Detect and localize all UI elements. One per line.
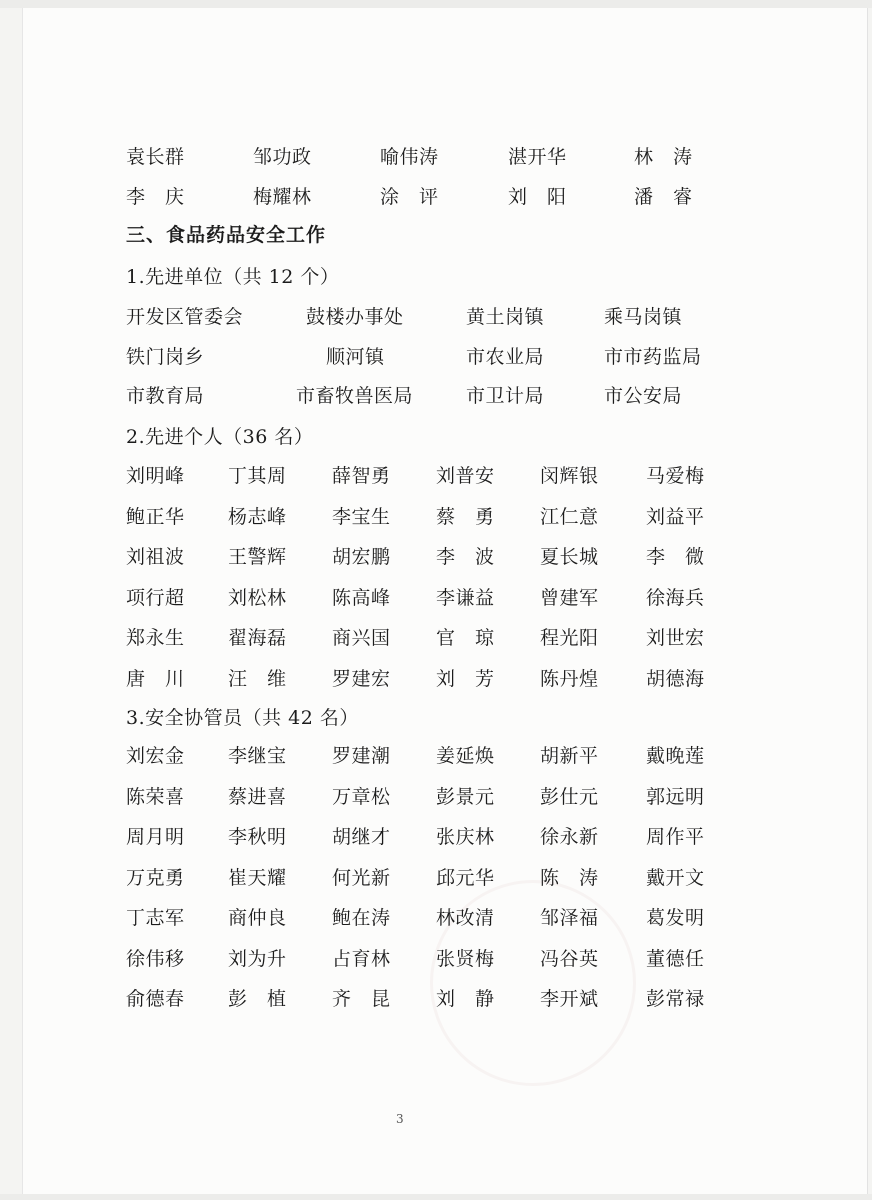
name-cell: 陈丹煌 <box>540 667 599 690</box>
name-cell: 鲍在涛 <box>332 907 391 929</box>
name-cell: 齐 昆 <box>332 988 391 1010</box>
name-cell: 刘明峰 <box>126 465 185 487</box>
name-cell: 王警辉 <box>228 546 287 568</box>
name-cell: 刘普安 <box>436 465 495 487</box>
name-cell: 潘 睿 <box>634 186 693 208</box>
name-cell: 刘为升 <box>228 947 287 970</box>
name-row <box>0 542 872 578</box>
name-cell: 江仁意 <box>540 505 599 528</box>
unit-cell: 乘马岗镇 <box>604 306 683 328</box>
name-cell: 邱元华 <box>436 866 495 889</box>
unit-row <box>0 342 872 378</box>
name-cell: 陈 涛 <box>540 866 599 889</box>
name-cell: 闵辉银 <box>540 465 599 487</box>
name-cell: 刘益平 <box>646 505 705 528</box>
name-cell: 官 琼 <box>436 627 495 649</box>
name-cell: 丁其周 <box>228 465 287 487</box>
name-cell: 刘 阳 <box>508 186 567 208</box>
name-cell: 李 波 <box>436 546 495 568</box>
name-cell: 徐永新 <box>540 826 599 848</box>
name-cell: 刘松林 <box>228 586 287 609</box>
name-cell: 刘祖波 <box>126 546 185 568</box>
unit-row <box>0 302 872 338</box>
name-cell: 曾建军 <box>540 586 599 609</box>
name-row <box>0 782 872 818</box>
name-cell: 万章松 <box>332 785 391 808</box>
name-cell: 彭景元 <box>436 785 495 808</box>
name-cell: 刘 静 <box>436 988 495 1010</box>
name-cell: 唐 川 <box>126 667 185 690</box>
name-cell: 李秋明 <box>228 826 287 848</box>
name-row <box>0 502 872 538</box>
name-cell: 胡德海 <box>646 667 705 690</box>
unit-cell: 市市药监局 <box>604 346 702 368</box>
name-cell: 周月明 <box>126 826 185 848</box>
name-cell: 张贤梅 <box>436 947 495 970</box>
name-cell: 蔡 勇 <box>436 505 495 528</box>
name-cell: 胡宏鹏 <box>332 546 391 568</box>
name-cell: 项行超 <box>126 586 185 609</box>
unit-cell: 市教育局 <box>126 385 205 407</box>
unit-cell: 市农业局 <box>466 346 545 368</box>
name-row <box>0 623 872 659</box>
unit-cell: 开发区管委会 <box>126 306 244 328</box>
unit-cell: 黄土岗镇 <box>466 306 545 328</box>
units-heading: 1.先进单位（共 12 个） <box>126 266 340 288</box>
name-cell: 商仲良 <box>228 907 287 929</box>
name-row <box>0 903 872 939</box>
name-cell: 刘世宏 <box>646 627 705 649</box>
name-cell: 刘 芳 <box>436 667 495 690</box>
name-cell: 董德任 <box>646 947 705 970</box>
name-cell: 郭远明 <box>646 785 705 808</box>
name-cell: 商兴国 <box>332 627 391 649</box>
unit-cell: 顺河镇 <box>326 346 385 368</box>
name-cell: 丁志军 <box>126 907 185 929</box>
name-row <box>0 863 872 899</box>
name-cell: 湛开华 <box>508 146 567 168</box>
name-cell: 夏长城 <box>540 546 599 568</box>
name-cell: 喻伟涛 <box>380 146 439 168</box>
name-cell: 马爱梅 <box>646 465 705 487</box>
name-cell: 徐伟移 <box>126 947 185 970</box>
name-cell: 万克勇 <box>126 866 185 889</box>
name-cell: 罗建宏 <box>332 667 391 690</box>
name-cell: 崔天耀 <box>228 866 287 889</box>
unit-row <box>0 381 872 417</box>
name-cell: 邹功政 <box>253 146 312 168</box>
name-cell: 梅耀林 <box>253 186 312 208</box>
name-row <box>0 944 872 980</box>
unit-cell: 市畜牧兽医局 <box>296 385 414 407</box>
name-cell: 李 微 <box>646 546 705 568</box>
name-cell: 罗建潮 <box>332 745 391 767</box>
name-cell: 陈荣喜 <box>126 785 185 808</box>
name-cell: 袁长群 <box>126 146 185 168</box>
name-cell: 李开斌 <box>540 988 599 1010</box>
name-cell: 彭常禄 <box>646 988 705 1010</box>
name-cell: 林 涛 <box>634 146 693 168</box>
name-cell: 俞德春 <box>126 988 185 1010</box>
name-row <box>0 741 872 777</box>
name-cell: 彭 植 <box>228 988 287 1010</box>
name-row <box>0 664 872 700</box>
unit-cell: 市卫计局 <box>466 385 545 407</box>
name-cell: 冯谷英 <box>540 947 599 970</box>
name-row <box>0 984 872 1020</box>
page-number: 3 <box>396 1112 404 1126</box>
name-cell: 李继宝 <box>228 745 287 767</box>
name-cell: 李谦益 <box>436 586 495 609</box>
name-cell: 郑永生 <box>126 627 185 649</box>
name-cell: 汪 维 <box>228 667 287 690</box>
name-row-top-1 <box>0 142 872 178</box>
name-cell: 李 庆 <box>126 186 185 208</box>
name-cell: 胡新平 <box>540 745 599 767</box>
name-cell: 何光新 <box>332 866 391 889</box>
name-cell: 杨志峰 <box>228 505 287 528</box>
officers-heading: 3.安全协管员（共 42 名） <box>126 707 359 729</box>
name-cell: 姜延焕 <box>436 745 495 767</box>
name-cell: 鲍正华 <box>126 505 185 528</box>
unit-cell: 铁门岗乡 <box>126 346 205 368</box>
name-cell: 胡继才 <box>332 826 391 848</box>
name-cell: 程光阳 <box>540 627 599 649</box>
name-cell: 蔡进喜 <box>228 785 287 808</box>
name-row <box>0 822 872 858</box>
scan-border-top <box>0 0 872 8</box>
scan-border-bottom <box>0 1194 872 1200</box>
name-cell: 刘宏金 <box>126 745 185 767</box>
name-cell: 邹泽福 <box>540 907 599 929</box>
name-cell: 戴开文 <box>646 866 705 889</box>
individuals-heading: 2.先进个人（36 名） <box>126 426 314 448</box>
name-cell: 占育林 <box>332 947 391 970</box>
name-cell: 张庆林 <box>436 826 495 848</box>
name-cell: 翟海磊 <box>228 627 287 649</box>
name-cell: 陈高峰 <box>332 586 391 609</box>
name-row <box>0 583 872 619</box>
name-row <box>0 461 872 497</box>
name-cell: 林改清 <box>436 907 495 929</box>
name-cell: 戴晚莲 <box>646 745 705 767</box>
name-cell: 李宝生 <box>332 505 391 528</box>
name-row-top-2 <box>0 182 872 218</box>
name-cell: 薛智勇 <box>332 465 391 487</box>
section-heading: 三、食品药品安全工作 <box>126 224 327 246</box>
name-cell: 周作平 <box>646 826 705 848</box>
name-cell: 彭仕元 <box>540 785 599 808</box>
name-cell: 葛发明 <box>646 907 705 929</box>
name-cell: 涂 评 <box>380 186 439 208</box>
unit-cell: 市公安局 <box>604 385 683 407</box>
unit-cell: 鼓楼办事处 <box>306 306 404 328</box>
name-cell: 徐海兵 <box>646 586 705 609</box>
